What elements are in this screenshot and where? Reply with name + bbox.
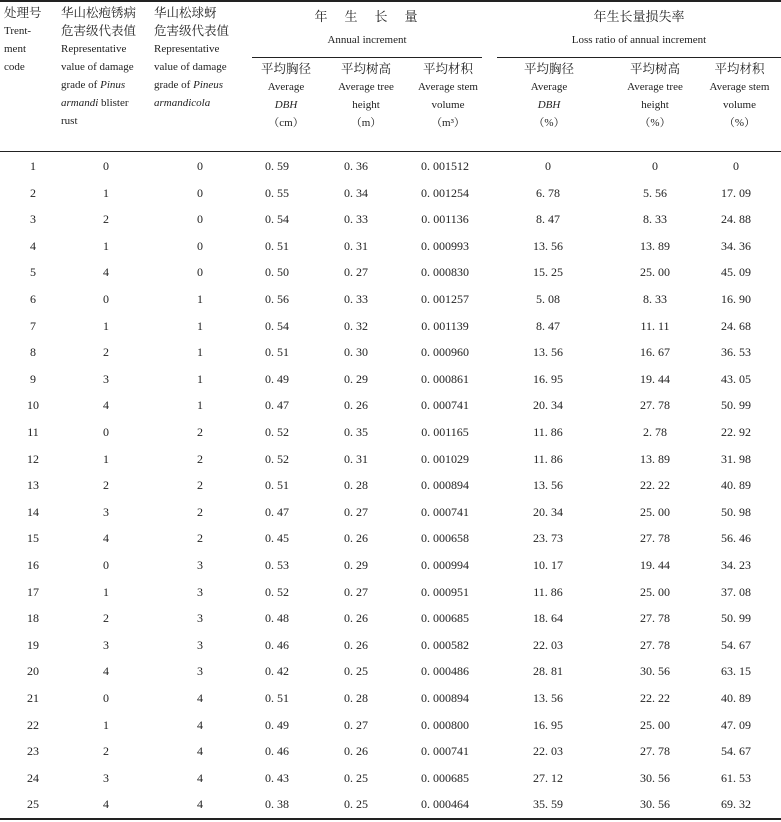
table-cell: 0. 27 bbox=[344, 504, 368, 519]
table-cell: 16. 95 bbox=[533, 717, 563, 732]
table-cell: 2. 78 bbox=[643, 425, 667, 439]
table-cell: 0. 001257 bbox=[421, 292, 469, 306]
table-cell: 0. 49 bbox=[265, 371, 289, 386]
table-cell: 15. 25 bbox=[533, 265, 563, 280]
table-cell: 11. 86 bbox=[533, 584, 563, 599]
table-cell: 6. 78 bbox=[536, 185, 560, 200]
table-cell: 3 bbox=[103, 371, 109, 386]
header-treatment-code-en-2: ment bbox=[4, 43, 26, 55]
table-cell: 0. 31 bbox=[344, 451, 368, 466]
table-cell: 34. 36 bbox=[721, 238, 751, 253]
table-cell: 0. 47 bbox=[265, 398, 289, 413]
table-cell: 0. 000994 bbox=[421, 558, 469, 572]
table-cell: 1 bbox=[197, 371, 203, 386]
header-loss-ratio-en: Loss ratio of annual increment bbox=[571, 34, 707, 46]
table-cell: 50. 98 bbox=[721, 504, 751, 519]
table-cell: 2 bbox=[197, 451, 203, 466]
table-cell: 3 bbox=[103, 770, 109, 785]
table-cell: 21 bbox=[27, 691, 39, 705]
table-cell: 0. 28 bbox=[344, 478, 368, 493]
table-cell: 6 bbox=[30, 292, 36, 306]
table-cell: 0. 000741 bbox=[421, 504, 469, 519]
table-cell: 0. 001029 bbox=[421, 451, 469, 466]
table-cell: 2 bbox=[103, 212, 109, 227]
table-cell: 0. 26 bbox=[344, 611, 368, 626]
table-cell: 27. 78 bbox=[640, 531, 670, 546]
table-cell: 13 bbox=[27, 478, 39, 493]
table-cell: 22. 22 bbox=[640, 478, 670, 493]
header-adelgid bbox=[154, 4, 246, 112]
header-treatment-code-zh: 处理号 bbox=[4, 5, 42, 20]
table-cell: 45. 09 bbox=[721, 265, 751, 280]
table-cell: 9 bbox=[30, 371, 36, 386]
table-cell: 3 bbox=[197, 637, 203, 652]
table-cell: 0. 000830 bbox=[421, 265, 469, 280]
table-cell: 2 bbox=[197, 504, 203, 519]
table-cell: 19 bbox=[27, 637, 39, 652]
table-cell: 0. 001512 bbox=[421, 159, 469, 173]
table-cell: 10 bbox=[27, 398, 39, 413]
subheader-5-zh: 平均材积 bbox=[714, 61, 765, 76]
table-cell: 0. 33 bbox=[344, 212, 368, 227]
table-cell: 7 bbox=[30, 318, 36, 333]
table-cell: 18 bbox=[27, 611, 39, 626]
table-cell: 1 bbox=[103, 238, 109, 253]
table-cell: 2 bbox=[197, 531, 203, 546]
subheader-1-en1: Average tree bbox=[338, 81, 394, 93]
table-cell: 4 bbox=[103, 797, 109, 812]
table-cell: 0. 000464 bbox=[421, 797, 469, 812]
table-cell: 16. 90 bbox=[721, 292, 751, 306]
header-loss-ratio bbox=[497, 10, 781, 48]
table-cell: 0. 59 bbox=[265, 159, 289, 173]
table-cell: 0. 56 bbox=[265, 292, 289, 306]
subheader-2-unit: （m³） bbox=[431, 117, 465, 129]
top-rule bbox=[0, 0, 781, 2]
table-cell: 54. 67 bbox=[721, 744, 751, 759]
table-cell: 0. 54 bbox=[265, 318, 289, 333]
table-cell: 3 bbox=[197, 611, 203, 626]
table-cell: 0. 25 bbox=[344, 797, 368, 812]
table-cell: 0. 000951 bbox=[421, 584, 469, 599]
subheader-4 bbox=[605, 60, 705, 132]
table-cell: 0. 001139 bbox=[421, 318, 469, 333]
table-cell: 0. 001165 bbox=[421, 425, 469, 439]
table-cell: 0. 26 bbox=[344, 637, 368, 652]
table-cell: 63. 15 bbox=[721, 664, 751, 679]
table-cell: 1 bbox=[197, 345, 203, 360]
table-cell: 1 bbox=[197, 318, 203, 333]
table-cell: 28. 81 bbox=[533, 664, 563, 679]
table-cell: 27. 78 bbox=[640, 398, 670, 413]
table-cell: 4 bbox=[30, 238, 36, 253]
table-cell: 23 bbox=[27, 744, 39, 759]
header-treatment-code-en-1: Trent- bbox=[4, 25, 32, 37]
table-cell: 0. 26 bbox=[344, 398, 368, 413]
table-cell: 1 bbox=[103, 185, 109, 200]
subheader-3 bbox=[506, 60, 592, 132]
subheader-5 bbox=[698, 60, 781, 132]
table-cell: 69. 32 bbox=[721, 797, 751, 812]
table-cell: 8. 47 bbox=[536, 318, 560, 333]
table-cell: 0. 28 bbox=[344, 691, 368, 705]
table-cell: 11. 86 bbox=[533, 425, 563, 439]
table-cell: 0. 31 bbox=[344, 238, 368, 253]
table-cell: 0. 000741 bbox=[421, 398, 469, 413]
header-adelgid-zh-2: 危害级代表值 bbox=[154, 23, 230, 38]
table-cell: 16 bbox=[27, 558, 39, 572]
table-cell: 8. 33 bbox=[643, 292, 667, 306]
table-cell: 0 bbox=[103, 292, 109, 306]
header-blister-rust-en-4 bbox=[61, 94, 153, 112]
table-cell: 8. 47 bbox=[536, 212, 560, 227]
table-cell: 0 bbox=[103, 691, 109, 705]
table-cell: 47. 09 bbox=[721, 717, 751, 732]
table-cell: 35. 59 bbox=[533, 797, 563, 812]
table-cell: 18. 64 bbox=[533, 611, 563, 626]
subheader-2 bbox=[405, 60, 491, 132]
table-cell: 11. 11 bbox=[640, 318, 670, 333]
subheader-5-unit: （%） bbox=[723, 117, 756, 129]
subheader-0-unit: （cm） bbox=[268, 117, 304, 129]
table-cell: 0 bbox=[103, 159, 109, 173]
table-cell: 0. 27 bbox=[344, 584, 368, 599]
table-cell: 4 bbox=[197, 717, 203, 732]
table-cell: 16. 95 bbox=[533, 371, 563, 386]
subheader-1-en2: height bbox=[352, 99, 380, 111]
table-cell: 34. 23 bbox=[721, 558, 751, 572]
table-cell: 5. 08 bbox=[536, 292, 560, 306]
table-cell: 0. 36 bbox=[344, 159, 368, 173]
table-cell: 56. 46 bbox=[721, 531, 751, 546]
table-cell: 0. 50 bbox=[265, 265, 289, 280]
subheader-3-en1: Average bbox=[530, 81, 568, 93]
table-cell: 0. 48 bbox=[265, 611, 289, 626]
subheader-0-zh: 平均胸径 bbox=[260, 61, 311, 76]
table-cell: 2 bbox=[103, 478, 109, 493]
header-adelgid-genus: Pineus bbox=[193, 79, 224, 91]
table-cell: 2 bbox=[197, 478, 203, 493]
table-cell: 30. 56 bbox=[640, 770, 670, 785]
header-blister-rust-zh-1: 华山松疱锈病 bbox=[61, 5, 137, 20]
table-cell: 0 bbox=[197, 185, 203, 200]
table-cell: 0. 52 bbox=[265, 425, 289, 439]
table-cell: 8. 33 bbox=[643, 212, 667, 227]
table-cell: 2 bbox=[103, 345, 109, 360]
table-cell: 40. 89 bbox=[721, 691, 751, 705]
header-treatment-code-en-3: code bbox=[4, 61, 25, 73]
table-cell: 24. 88 bbox=[721, 212, 751, 227]
subheader-2-en2: volume bbox=[431, 99, 465, 111]
table-cell: 50. 99 bbox=[721, 398, 751, 413]
table-cell: 0. 000960 bbox=[421, 345, 469, 360]
subheader-5-en2: volume bbox=[723, 99, 756, 111]
header-treatment-code bbox=[4, 4, 52, 76]
table-cell: 0. 45 bbox=[265, 531, 289, 546]
table-cell: 2 bbox=[197, 425, 203, 439]
table-cell: 4 bbox=[197, 691, 203, 705]
table-cell: 13. 56 bbox=[533, 345, 563, 360]
table-cell: 54. 67 bbox=[721, 637, 751, 652]
header-blister-rust bbox=[61, 4, 153, 130]
table-cell: 25. 00 bbox=[640, 504, 670, 519]
table-cell: 3 bbox=[197, 664, 203, 679]
table-cell: 0. 53 bbox=[265, 558, 289, 572]
table-cell: 50. 99 bbox=[721, 611, 751, 626]
table-cell: 0. 000582 bbox=[421, 637, 469, 652]
table-cell: 12 bbox=[27, 451, 39, 466]
table-cell: 0. 000800 bbox=[421, 717, 469, 732]
table-cell: 17 bbox=[27, 584, 39, 599]
table-cell: 22. 03 bbox=[533, 637, 563, 652]
table-cell: 0 bbox=[103, 425, 109, 439]
table-cell: 19. 44 bbox=[640, 558, 670, 572]
table-cell: 24 bbox=[27, 770, 39, 785]
table-cell: 22. 22 bbox=[640, 691, 670, 705]
table-cell: 20 bbox=[27, 664, 39, 679]
header-adelgid-grade-of: grade of bbox=[154, 79, 194, 91]
table-cell: 0. 000894 bbox=[421, 691, 469, 705]
table-cell: 22 bbox=[27, 717, 39, 732]
table-cell: 4 bbox=[103, 398, 109, 413]
subheader-3-en2: DBH bbox=[537, 99, 561, 111]
header-blister-rust-species: armandi bbox=[61, 97, 99, 109]
table-cell: 0. 51 bbox=[265, 478, 289, 493]
table-cell: 25. 00 bbox=[640, 717, 670, 732]
header-annual-increment-en: Annual increment bbox=[327, 34, 407, 46]
header-blister-rust-genus: Pinus bbox=[100, 79, 126, 91]
table-cell: 0. 51 bbox=[265, 345, 289, 360]
table-cell: 0 bbox=[197, 238, 203, 253]
table-cell: 0. 55 bbox=[265, 185, 289, 200]
table-cell: 5 bbox=[30, 265, 36, 280]
table-cell: 0 bbox=[197, 159, 203, 173]
table-cell: 0. 000993 bbox=[421, 238, 469, 253]
table-cell: 0. 29 bbox=[344, 371, 368, 386]
table-cell: 22. 92 bbox=[721, 425, 751, 439]
table-cell: 25 bbox=[27, 797, 39, 812]
table-cell: 0. 43 bbox=[265, 770, 289, 785]
table-cell: 0. 27 bbox=[344, 265, 368, 280]
table-cell: 1 bbox=[103, 318, 109, 333]
header-blister-rust-blister: blister bbox=[98, 97, 129, 109]
header-blister-rust-en-3 bbox=[61, 76, 153, 94]
table-cell: 23. 73 bbox=[533, 531, 563, 546]
subheader-1-zh: 平均树高 bbox=[340, 61, 391, 76]
table-cell: 14 bbox=[27, 504, 39, 519]
table-cell: 2 bbox=[103, 611, 109, 626]
table-cell: 17. 09 bbox=[721, 185, 751, 200]
header-loss-ratio-zh: 年生长量损失率 bbox=[593, 10, 685, 25]
subheader-1 bbox=[326, 60, 406, 132]
table-cell: 8 bbox=[30, 345, 36, 360]
table-cell: 36. 53 bbox=[721, 345, 751, 360]
table-cell: 13. 56 bbox=[533, 478, 563, 493]
table-cell: 0. 30 bbox=[344, 345, 368, 360]
table-cell: 0. 49 bbox=[265, 717, 289, 732]
table-cell: 0. 000658 bbox=[421, 531, 469, 546]
table-cell: 1 bbox=[197, 398, 203, 413]
subheader-4-zh: 平均树高 bbox=[629, 61, 680, 76]
table-cell: 0 bbox=[197, 212, 203, 227]
subheader-2-zh: 平均材积 bbox=[422, 61, 473, 76]
table-cell: 30. 56 bbox=[640, 664, 670, 679]
table-cell: 27. 78 bbox=[640, 637, 670, 652]
table-cell: 24. 68 bbox=[721, 318, 751, 333]
header-blister-rust-en-1: Representative bbox=[61, 43, 127, 55]
header-adelgid-zh-1: 华山松球蚜 bbox=[154, 5, 217, 20]
table-cell: 1 bbox=[103, 717, 109, 732]
table-cell: 0 bbox=[733, 159, 739, 173]
table-cell: 10. 17 bbox=[533, 558, 563, 572]
table-cell: 25. 00 bbox=[640, 265, 670, 280]
table-cell: 43. 05 bbox=[721, 371, 751, 386]
subheader-0 bbox=[246, 60, 326, 132]
table-cell: 1 bbox=[103, 584, 109, 599]
table-cell: 0. 52 bbox=[265, 584, 289, 599]
table-cell: 25. 00 bbox=[640, 584, 670, 599]
table-cell: 4 bbox=[103, 265, 109, 280]
subheader-0-en2: DBH bbox=[274, 99, 298, 111]
table-cell: 0. 000486 bbox=[421, 664, 469, 679]
table-cell: 0 bbox=[652, 159, 658, 173]
header-annual-increment bbox=[252, 10, 482, 48]
subheader-5-en1: Average stem bbox=[709, 81, 770, 93]
group2-underline bbox=[497, 57, 781, 58]
table-cell: 3 bbox=[197, 558, 203, 572]
table-cell: 0. 47 bbox=[265, 504, 289, 519]
table-cell: 20. 34 bbox=[533, 398, 563, 413]
table-cell: 0 bbox=[545, 159, 551, 173]
table-cell: 0. 46 bbox=[265, 744, 289, 759]
table-cell: 0. 51 bbox=[265, 691, 289, 705]
table-cell: 13. 56 bbox=[533, 691, 563, 705]
table-cell: 0 bbox=[197, 265, 203, 280]
group1-underline bbox=[252, 57, 482, 58]
table-cell: 0. 33 bbox=[344, 292, 368, 306]
table-cell: 0. 000861 bbox=[421, 371, 469, 386]
table-cell: 11 bbox=[27, 425, 39, 439]
subheader-3-zh: 平均胸径 bbox=[523, 61, 574, 76]
table-cell: 0. 52 bbox=[265, 451, 289, 466]
table-cell: 11. 86 bbox=[533, 451, 563, 466]
table-cell: 16. 67 bbox=[640, 345, 670, 360]
table-cell: 0. 000741 bbox=[421, 744, 469, 759]
subheader-3-unit: （%） bbox=[533, 117, 565, 129]
table-cell: 1 bbox=[197, 292, 203, 306]
table-cell: 13. 89 bbox=[640, 451, 670, 466]
table-cell: 13. 56 bbox=[533, 238, 563, 253]
table-cell: 40. 89 bbox=[721, 478, 751, 493]
table-cell: 4 bbox=[197, 770, 203, 785]
table-cell: 27. 12 bbox=[533, 770, 563, 785]
table-cell: 0. 000685 bbox=[421, 770, 469, 785]
subheader-1-unit: （m） bbox=[350, 117, 382, 129]
table-cell: 1 bbox=[103, 451, 109, 466]
table-cell: 1 bbox=[30, 159, 36, 173]
table-cell: 0. 54 bbox=[265, 212, 289, 227]
table-cell: 0. 25 bbox=[344, 664, 368, 679]
header-adelgid-en-3 bbox=[154, 76, 246, 94]
table-cell: 30. 56 bbox=[640, 797, 670, 812]
table-cell: 0. 32 bbox=[344, 318, 368, 333]
table-cell: 3 bbox=[197, 584, 203, 599]
table-cell: 13. 89 bbox=[640, 238, 670, 253]
subheader-2-en1: Average stem bbox=[418, 81, 478, 93]
table-cell: 5. 56 bbox=[643, 185, 667, 200]
table-cell: 0. 001254 bbox=[421, 185, 469, 200]
table-cell: 37. 08 bbox=[721, 584, 751, 599]
table-cell: 22. 03 bbox=[533, 744, 563, 759]
subheader-4-unit: （%） bbox=[639, 117, 671, 129]
header-blister-rust-en-2: value of damage bbox=[61, 61, 134, 73]
header-blister-rust-grade-of: grade of bbox=[61, 79, 101, 91]
table-cell: 0. 46 bbox=[265, 637, 289, 652]
table-cell: 19. 44 bbox=[640, 371, 670, 386]
bottom-rule bbox=[0, 818, 781, 820]
table-cell: 3 bbox=[103, 504, 109, 519]
table-cell: 4 bbox=[197, 744, 203, 759]
header-adelgid-species: armandicola bbox=[154, 97, 211, 109]
table-cell: 15 bbox=[27, 531, 39, 546]
table-cell: 4 bbox=[197, 797, 203, 812]
table-cell: 0. 51 bbox=[265, 238, 289, 253]
table-cell: 27. 78 bbox=[640, 744, 670, 759]
header-adelgid-en-1: Representative bbox=[154, 43, 220, 55]
table-cell: 0. 000685 bbox=[421, 611, 469, 626]
table-cell: 0. 000894 bbox=[421, 478, 469, 493]
header-bottom-rule bbox=[0, 151, 781, 152]
table-cell: 0. 34 bbox=[344, 185, 368, 200]
table-cell: 0. 38 bbox=[265, 797, 289, 812]
table-cell: 0. 42 bbox=[265, 664, 289, 679]
table-cell: 2 bbox=[30, 185, 36, 200]
header-adelgid-en-2: value of damage bbox=[154, 61, 227, 73]
subheader-4-en1: Average tree bbox=[627, 81, 683, 93]
header-annual-increment-zh: 年 生 长 量 bbox=[314, 10, 420, 25]
table-cell: 0. 29 bbox=[344, 558, 368, 572]
table-cell: 0. 26 bbox=[344, 531, 368, 546]
table-cell: 3 bbox=[103, 637, 109, 652]
subheader-0-en1: Average bbox=[267, 81, 305, 93]
table-cell: 0. 001136 bbox=[421, 212, 469, 227]
table-cell: 0 bbox=[103, 558, 109, 572]
table-cell: 4 bbox=[103, 531, 109, 546]
table-cell: 31. 98 bbox=[721, 451, 751, 466]
table-cell: 3 bbox=[30, 212, 36, 227]
table-cell: 0. 27 bbox=[344, 717, 368, 732]
table-cell: 20. 34 bbox=[533, 504, 563, 519]
subheader-4-en2: height bbox=[641, 99, 669, 111]
table-cell: 2 bbox=[103, 744, 109, 759]
table-cell: 27. 78 bbox=[640, 611, 670, 626]
table-cell: 0. 25 bbox=[344, 770, 368, 785]
table-cell: 61. 53 bbox=[721, 770, 751, 785]
table-cell: 0. 26 bbox=[344, 744, 368, 759]
header-blister-rust-zh-2: 危害级代表值 bbox=[61, 23, 137, 38]
table-cell: 4 bbox=[103, 664, 109, 679]
header-blister-rust-en-5: rust bbox=[61, 115, 78, 127]
table-cell: 0. 35 bbox=[344, 425, 368, 439]
